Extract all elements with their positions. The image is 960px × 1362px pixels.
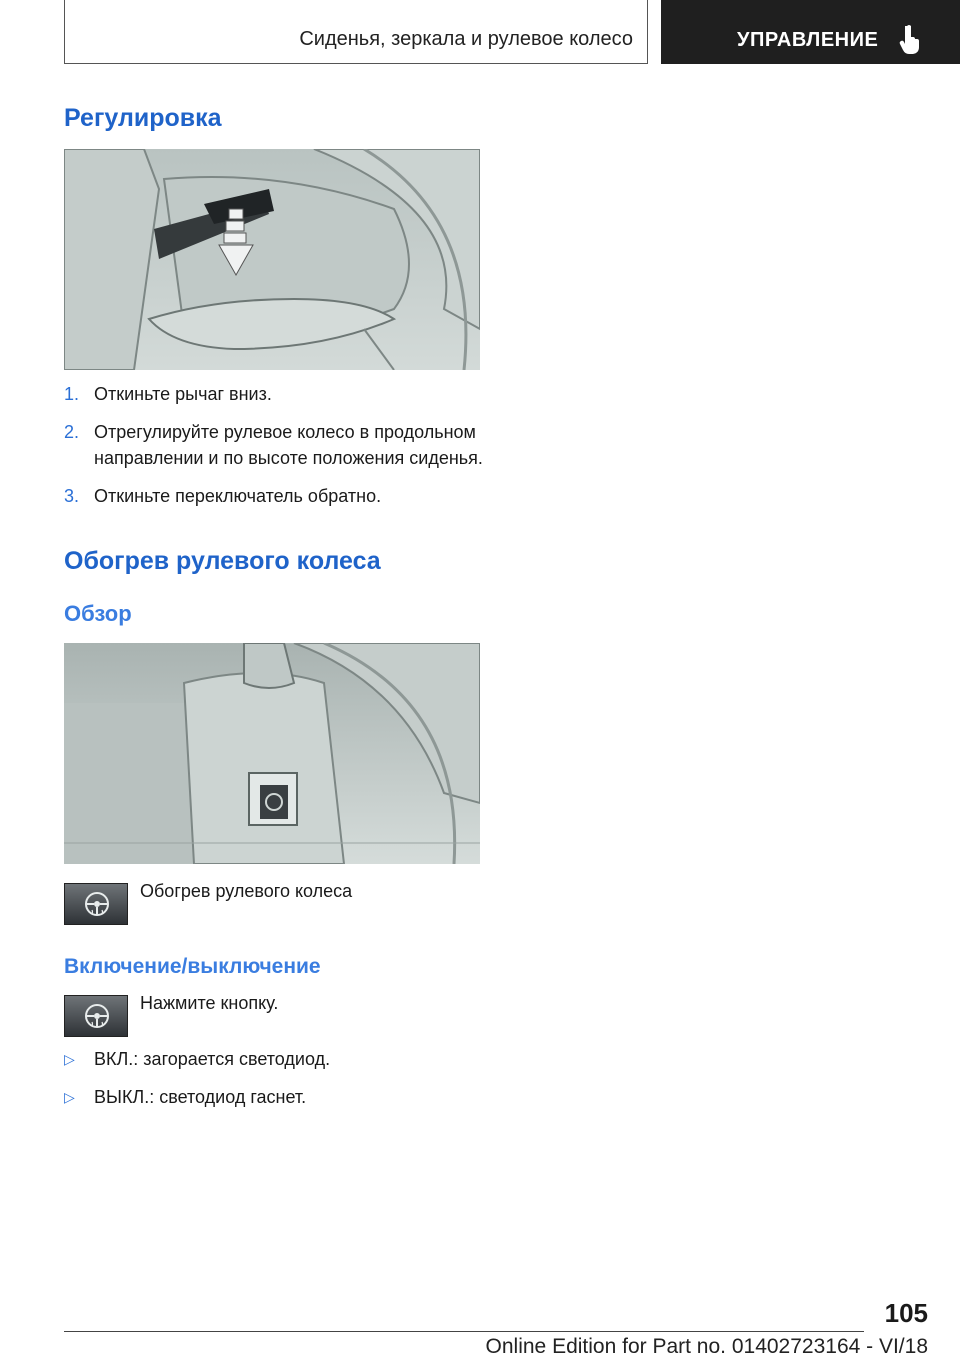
list-item — [64, 483, 484, 509]
press-button-label: Нажмите кнопку. — [140, 993, 279, 1013]
bullet-text: ВЫКЛ.: светодиод гаснет. — [94, 1087, 307, 1107]
list-item — [64, 419, 484, 471]
bullet-text: ВКЛ.: загорается светодиод. — [94, 1049, 331, 1069]
heating-icon-label: Обогрев рулевого колеса — [140, 881, 353, 901]
header-chapter-box — [64, 0, 648, 64]
page-number: 105 — [884, 1298, 928, 1328]
step-text: Отрегулируйте рулевое колесо в продольном направлении и по высоте положения сиденья. — [94, 422, 483, 468]
list-item — [64, 1046, 330, 1072]
step-number: 1. — [64, 384, 80, 404]
pointing-hand-icon — [899, 24, 921, 54]
heating-icon-row — [64, 883, 484, 925]
press-icon-row — [64, 995, 484, 1037]
steering-lever-photo — [64, 149, 480, 370]
steering-heat-button-tile — [64, 883, 128, 925]
triangle-bullet-icon: ▷ — [64, 1051, 75, 1067]
list-item — [64, 381, 484, 407]
heating-button-photo — [64, 643, 480, 864]
adjust-heading: Регулировка — [64, 104, 222, 132]
step-number: 2. — [64, 422, 80, 442]
steering-heat-button-tile — [64, 995, 128, 1037]
step-text: Откиньте рычаг вниз. — [94, 384, 272, 404]
adjust-steps-list — [64, 381, 484, 521]
triangle-bullet-icon: ▷ — [64, 1089, 75, 1105]
onoff-bullets — [64, 1046, 330, 1122]
overview-heading: Обзор — [64, 601, 132, 626]
chapter-title: Сиденья, зеркала и рулевое колесо — [299, 28, 633, 50]
header-section-tab[interactable] — [661, 0, 960, 64]
footer-divider — [64, 1331, 864, 1332]
footer-edition: Online Edition for Part no. 01402723164 - VI/18 — [485, 1335, 928, 1358]
steering-wheel-heat-icon — [83, 1002, 111, 1030]
heating-heading: Обогрев рулевого колеса — [64, 547, 381, 575]
step-text: Откиньте переключатель обратно. — [94, 486, 382, 506]
steering-wheel-heat-icon — [83, 890, 111, 918]
section-label: УПРАВЛЕНИЕ — [737, 29, 879, 51]
list-item — [64, 1084, 330, 1110]
onoff-heading: Включение/выключение — [64, 955, 321, 978]
step-number: 3. — [64, 486, 80, 506]
